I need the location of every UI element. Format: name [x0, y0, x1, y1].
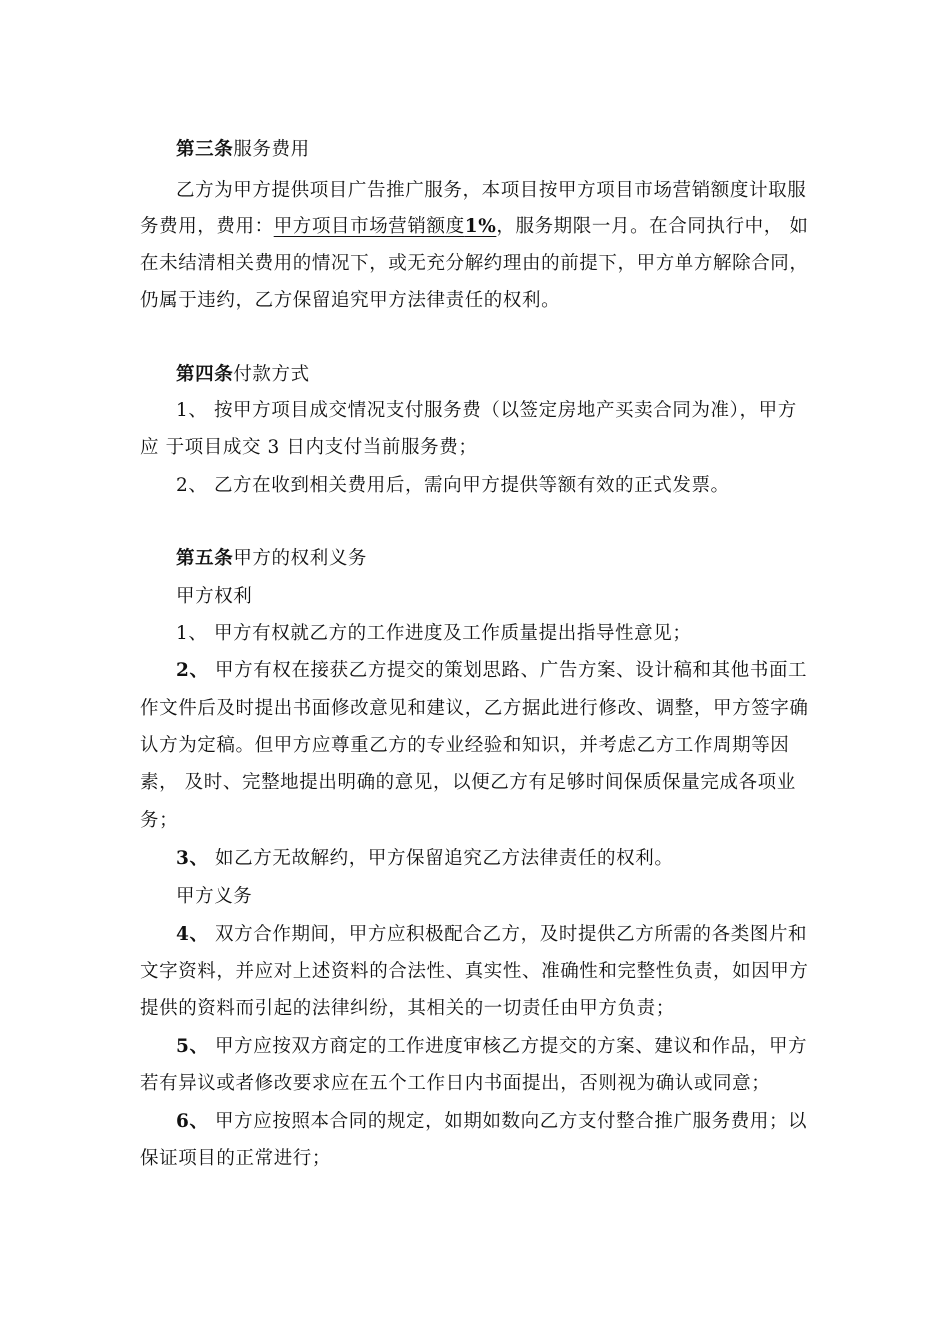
article-number: 第三条	[176, 139, 234, 160]
list-item-2: 2、 乙方在收到相关费用后，需向甲方提供等额有效的正式发票。	[176, 475, 730, 496]
paragraph-line	[140, 214, 820, 240]
article-number: 第五条	[176, 548, 234, 569]
paragraph-line: 保证项目的正常进行；	[140, 1148, 332, 1169]
text-run: 甲方应按照本合同的规定，如期如数向乙方支付整合推广服务费用；以	[208, 1111, 808, 1132]
paragraph-line: 认方为定稿。但甲方应尊重乙方的专业经验和知识，并考虑乙方工作周期等因	[140, 735, 790, 756]
article-4-heading	[176, 362, 856, 388]
list-item-2	[176, 658, 856, 684]
list-item-1: 1、 甲方有权就乙方的工作进度及工作质量提出指导性意见；	[176, 623, 692, 644]
item-number: 2、	[176, 660, 209, 681]
paragraph-line: 提供的资料而引起的法律纠纷，其相关的一切责任由甲方负责；	[140, 998, 675, 1019]
article-title: 付款方式	[233, 364, 310, 385]
paragraph-line: 素， 及时、完整地提出明确的意见，以便乙方有足够时间保质保量完成各项业	[140, 772, 796, 793]
rights-heading: 甲方权利	[176, 586, 253, 607]
article-title: 服务费用	[233, 139, 310, 160]
duties-heading: 甲方义务	[176, 886, 253, 907]
list-item-3	[176, 846, 856, 872]
list-item-1: 1、 按甲方项目成交情况支付服务费（以签定房地产买卖合同为准），甲方	[176, 400, 797, 421]
paragraph-line: 文字资料，并应对上述资料的合法性、真实性、准确性和完整性负责，如因甲方	[140, 961, 809, 982]
article-3-heading	[176, 137, 856, 163]
item-number: 6、	[176, 1111, 209, 1132]
text-run: 甲方应按双方商定的工作进度审核乙方提交的方案、建议和作品，甲方	[208, 1036, 808, 1057]
fee-rate-underlined: 1%	[464, 216, 497, 237]
article-title: 甲方的权利义务	[233, 548, 368, 569]
article-number: 第四条	[176, 364, 234, 385]
fee-basis-underlined: 甲方项目市场营销额度	[273, 216, 465, 237]
paragraph-line: 若有异议或者修改要求应在五个工作日内书面提出，否则视为确认或同意；	[140, 1073, 771, 1094]
article-5-heading	[176, 546, 856, 572]
text-run: ，服务期限一月。在合同执行中， 如	[496, 216, 809, 237]
item-number: 3、	[176, 848, 209, 869]
item-number: 5、	[176, 1036, 209, 1057]
text-run: 甲方有权在接获乙方提交的策划思路、广告方案、设计稿和其他书面工	[208, 660, 808, 681]
list-item-4	[176, 922, 856, 948]
paragraph-line: 应 于项目成交 3 日内支付当前服务费；	[140, 437, 478, 458]
text-run: 双方合作期间，甲方应积极配合乙方，及时提供乙方所需的各类图片和	[208, 924, 808, 945]
paragraph-line: 乙方为甲方提供项目广告推广服务，本项目按甲方项目市场营销额度计取服	[176, 180, 807, 201]
paragraph-line: 务；	[140, 810, 179, 831]
paragraph-line: 仍属于违约，乙方保留追究甲方法律责任的权利。	[140, 290, 561, 311]
text-run: 如乙方无故解约，甲方保留追究乙方法律责任的权利。	[208, 848, 674, 869]
text-run: 务费用，费用：	[140, 216, 274, 237]
list-item-6	[176, 1109, 856, 1135]
paragraph-line: 在未结清相关费用的情况下，或无充分解约理由的前提下，甲方单方解除合同，	[140, 253, 809, 274]
item-number: 4、	[176, 924, 209, 945]
paragraph-line: 作文件后及时提出书面修改意见和建议，乙方据此进行修改、调整，甲方签字确	[140, 698, 809, 719]
list-item-5	[176, 1034, 856, 1060]
